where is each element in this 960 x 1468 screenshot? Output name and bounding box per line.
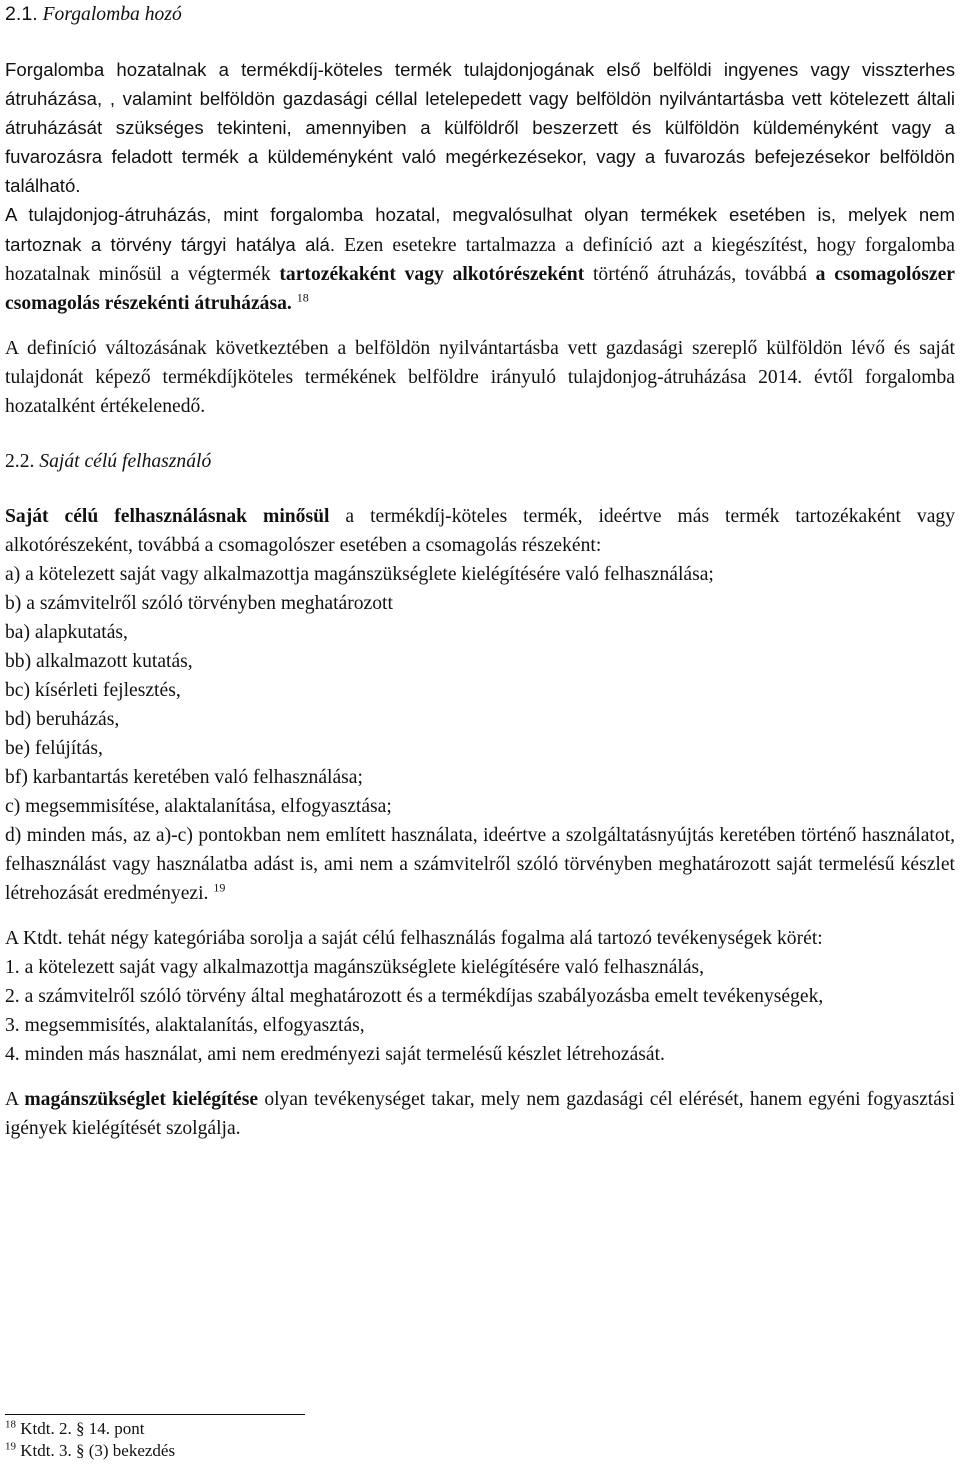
section-number: 2.1. [5,3,38,25]
footnote-mark: 19 [5,1440,16,1453]
section-heading-2-2 [5,447,955,476]
paragraph-tulajdonjog-rest: Ezen esetekre tartalmazza a definíció azt a kiegészítést, hogy forgalomba hozatalnak minősül a végtermék [5,235,955,285]
list-item: 2. a számvitelről szóló törvény által meghatározott és a termékdíjas szabályozásba emelt tevékenységek, [5,986,824,1007]
footnote-mark: 18 [5,1418,16,1431]
list-item: c) megsemmisítése, alaktalanítása, elfogyasztása; [5,796,392,817]
paragraph-definicio-valtozas: A definíció változásának következtében a belföldön nyilvántartásba vett gazdasági szereplő külföldön lévő és saját tulajdonát képező termékdíjköteles termékének belföldre irányuló tulajdonjog-átruházása 2014. évtől forgalomba hozatalként értékelenedő. [5,338,955,417]
list-item-d [5,821,955,908]
paragraph-ktdt: A Ktdt. tehát négy kategóriába sorolja a saját célú felhasználás fogalma alá tartozó tevékenységek körét: [5,928,823,949]
list-ktdt [5,953,955,1069]
bold-maganszukseglet: magánszükséglet kielégítése [24,1089,259,1110]
paragraph-tulajdonjog [5,200,955,318]
list-item: be) felújítás, [5,738,103,759]
list-item: bc) kísérleti fejlesztés, [5,680,181,701]
footnote-ref-19[interactable]: 19 [213,880,226,895]
list-item: b) a számvitelről szóló törvényben meghatározott [5,593,393,614]
paragraph-sajat-celu [5,502,955,560]
footnote-divider [5,1414,305,1415]
bold-csomagoloszer: a csomagolószer csomagolás részekénti átruházása. [5,264,955,314]
list-sajat-celu [5,560,955,821]
paragraph-sajat-celu-rest: a termékdíj-köteles termék, ideértve más termék tartozékaként vagy alkotórészeként, továbbá a csomagolószer esetében a csomagolás részeként: [5,506,955,556]
list-item: 3. megsemmisítés, alaktalanítás, elfogyasztás, [5,1015,365,1036]
list-item: ba) alapkutatás, [5,622,128,643]
footnotes [5,1418,605,1462]
footnote-text: Ktdt. 2. § 14. pont [16,1419,145,1438]
bold-sajat-celu: Saját célú felhasználásnak minősül [5,506,330,527]
footnote-text: Ktdt. 3. § (3) bekezdés [16,1441,176,1460]
list-item-d-text: d) minden más, az a)-c) pontokban nem említett használata, ideértve a szolgáltatásnyújtás keretében történő használatot, felhasználást vagy használatba adást is, ami nem a számvitelről szóló törvényben meghatározott saját termelésű készlet létrehozását eredményezi. [5,825,955,904]
footnote-ref-18[interactable]: 18 [296,290,309,305]
list-item: 4. minden más használat, ami nem eredményezi saját termelésű készlet létrehozását. [5,1044,665,1065]
list-item: bd) beruházás, [5,709,120,730]
paragraph-forgalomba-hozatal: Forgalomba hozatalnak a termékdíj-köteles termék tulajdonjogának első belföldi ingyenes vagy visszterhes átruházása, , valamint belföldön gazdasági céllal letelepedett vagy belföldön nyilvántartásba vett kötelezett általi átruházását szükséges tekinteni, amennyiben a külföldről beszerzett és külföldön küldeményként vagy a fuvarozásra feladott termék a küldeményként való megérkezésekor, vagy a fuvarozás befejezésekor belföldön található. [5,59,955,196]
document-page [5,0,955,1143]
section-heading-2-1 [5,0,955,29]
section-title: Saját célú felhasználó [39,451,212,472]
section-number: 2.2. [5,451,35,472]
list-item: bf) karbantartás keretében való felhasználása; [5,767,363,788]
paragraph-tulajdonjog-sans: A tulajdonjog-átruházás, mint forgalomba hozatal, megvalósulhat olyan termékek esetében is, melyek nem tartoznak a törvény tárgyi hatálya alá. [5,204,955,255]
paragraph-tulajdonjog-mid: történő átruházás, továbbá [584,264,816,285]
list-item: bb) alkalmazott kutatás, [5,651,193,672]
section-title: Forgalomba hozó [42,4,182,25]
paragraph-maganszukseglet-rest: olyan tevékenységet takar, mely nem gazdasági cél elérését, hanem egyéni fogyasztási igények kielégítését szolgálja. [5,1089,955,1139]
paragraph-maganszukseglet [5,1085,955,1143]
footnote-19 [5,1440,605,1462]
list-item: a) a kötelezett saját vagy alkalmazottja magánszükséglete kielégítésére való felhasználása; [5,564,714,585]
footnote-18 [5,1418,605,1440]
bold-tartozek: tartozékaként vagy alkotórészeként [279,264,585,285]
paragraph-maganszukseglet-start: A [5,1089,25,1110]
list-item: 1. a kötelezett saját vagy alkalmazottja magánszükséglete kielégítésére való felhasználás, [5,957,705,978]
